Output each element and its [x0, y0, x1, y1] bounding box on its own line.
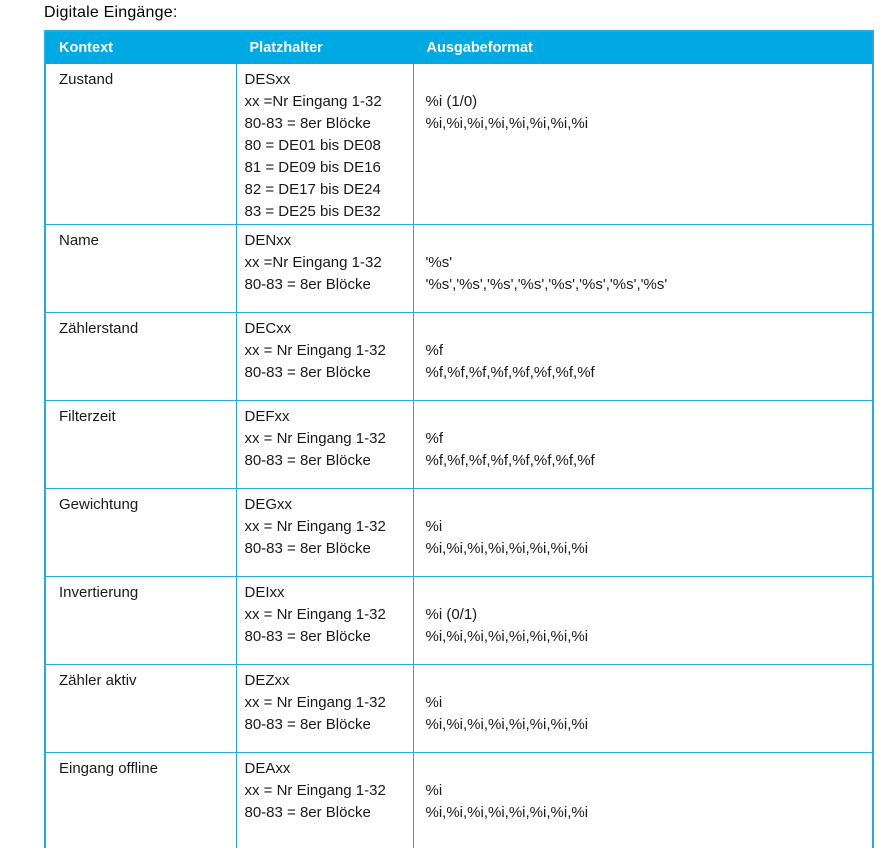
ausgabeformat-cell — [413, 225, 873, 313]
cell-line: xx = Nr Eingang 1-32 — [244, 430, 386, 447]
ausgabeformat-cell — [413, 489, 873, 577]
kontext-cell — [45, 577, 236, 665]
kontext-text: Zähler aktiv — [59, 672, 137, 689]
platzhalter-lines — [245, 230, 407, 296]
cell-line: '%s' — [425, 254, 453, 271]
cell-line — [426, 230, 867, 252]
cell-line: %i,%i,%i,%i,%i,%i,%i,%i — [425, 804, 589, 821]
cell-line: %f — [425, 342, 444, 359]
table-header — [45, 31, 873, 64]
cell-line: %i,%i,%i,%i,%i,%i,%i,%i — [425, 115, 589, 132]
table-row — [45, 665, 873, 753]
ausgabeformat-lines — [426, 230, 867, 296]
cell-line — [426, 318, 867, 340]
cell-line: 80-83 = 8er Blöcke — [244, 276, 371, 293]
kontext-cell — [45, 313, 236, 401]
platzhalter-lines — [245, 582, 407, 648]
cell-line: 80-83 = 8er Blöcke — [244, 115, 371, 132]
platzhalter-lines — [245, 318, 407, 384]
ausgabeformat-lines — [426, 582, 867, 648]
platzhalter-lines — [245, 758, 407, 824]
cell-line: %f — [425, 430, 444, 447]
table-row — [45, 225, 873, 313]
kontext-text: Zustand — [59, 71, 114, 88]
cell-line: %i,%i,%i,%i,%i,%i,%i,%i — [425, 628, 589, 645]
cell-line: 80-83 = 8er Blöcke — [244, 452, 371, 469]
table-row — [45, 753, 873, 848]
cell-line: %i (1/0) — [425, 93, 478, 110]
table-row — [45, 489, 873, 577]
platzhalter-lines — [245, 670, 407, 736]
kontext-text: Name — [59, 232, 100, 249]
cell-line — [426, 494, 867, 516]
cell-line: %i — [425, 518, 443, 535]
cell-line: xx = Nr Eingang 1-32 — [244, 518, 386, 535]
cell-line: xx = Nr Eingang 1-32 — [244, 782, 386, 799]
header-platzhalter: Platzhalter — [236, 31, 413, 64]
ausgabeformat-lines — [426, 670, 867, 736]
cell-line: DEGxx — [244, 496, 293, 513]
cell-line: 80-83 = 8er Blöcke — [244, 804, 371, 821]
cell-line: xx =Nr Eingang 1-32 — [244, 93, 382, 110]
platzhalter-cell — [236, 401, 413, 489]
cell-line: 80-83 = 8er Blöcke — [244, 540, 371, 557]
table-row — [45, 577, 873, 665]
cell-line: DEAxx — [244, 760, 291, 777]
kontext-text: Filterzeit — [59, 408, 116, 425]
cell-line: '%s','%s','%s','%s','%s','%s','%s','%s' — [425, 276, 668, 293]
cell-line: 81 = DE09 bis DE16 — [244, 159, 381, 176]
ausgabeformat-lines — [426, 406, 867, 472]
cell-line: xx = Nr Eingang 1-32 — [244, 606, 386, 623]
kontext-cell — [45, 489, 236, 577]
kontext-cell — [45, 753, 236, 848]
platzhalter-cell — [236, 225, 413, 313]
cell-line: %i,%i,%i,%i,%i,%i,%i,%i — [425, 540, 589, 557]
kontext-text: Zählerstand — [59, 320, 139, 337]
cell-line: %i (0/1) — [425, 606, 478, 623]
cell-line: DESxx — [244, 71, 291, 88]
cell-line: %i — [425, 782, 443, 799]
cell-line: 83 = DE25 bis DE32 — [244, 203, 381, 220]
platzhalter-cell — [236, 577, 413, 665]
header-row — [45, 31, 873, 64]
cell-line: xx = Nr Eingang 1-32 — [244, 694, 386, 711]
header-kontext: Kontext — [45, 31, 236, 64]
table-row — [45, 313, 873, 401]
platzhalter-cell — [236, 64, 413, 225]
cell-line — [426, 582, 867, 604]
platzhalter-cell — [236, 753, 413, 848]
cell-line: DECxx — [244, 320, 292, 337]
platzhalter-cell — [236, 489, 413, 577]
page-title: Digitale Eingänge: — [44, 4, 178, 21]
platzhalter-cell — [236, 313, 413, 401]
cell-line: DENxx — [244, 232, 292, 249]
cell-line: 80-83 = 8er Blöcke — [244, 364, 371, 381]
ausgabeformat-cell — [413, 753, 873, 848]
kontext-text: Invertierung — [59, 584, 139, 601]
ausgabeformat-lines — [426, 318, 867, 384]
platzhalter-lines — [245, 69, 407, 223]
table-row — [45, 401, 873, 489]
platzhalter-lines — [245, 406, 407, 472]
ausgabeformat-cell — [413, 64, 873, 225]
kontext-cell — [45, 665, 236, 753]
cell-line: DEFxx — [244, 408, 290, 425]
cell-line: DEZxx — [244, 672, 290, 689]
cell-line: %i — [425, 694, 443, 711]
cell-line: xx = Nr Eingang 1-32 — [244, 342, 386, 359]
ausgabeformat-lines — [426, 758, 867, 824]
cell-line — [426, 69, 867, 91]
kontext-text: Eingang offline — [59, 760, 158, 777]
cell-line: 80-83 = 8er Blöcke — [244, 628, 371, 645]
ausgabeformat-lines — [426, 69, 867, 135]
placeholder-table — [44, 30, 874, 848]
ausgabeformat-cell — [413, 401, 873, 489]
cell-line: %f,%f,%f,%f,%f,%f,%f,%f — [425, 452, 595, 469]
cell-line: DEIxx — [244, 584, 285, 601]
cell-line — [426, 758, 867, 780]
cell-line: 82 = DE17 bis DE24 — [244, 181, 381, 198]
kontext-cell — [45, 225, 236, 313]
ausgabeformat-cell — [413, 313, 873, 401]
cell-line: %i,%i,%i,%i,%i,%i,%i,%i — [425, 716, 589, 733]
platzhalter-cell — [236, 665, 413, 753]
cell-line: 80-83 = 8er Blöcke — [244, 716, 371, 733]
table-body — [45, 64, 873, 848]
kontext-cell — [45, 401, 236, 489]
cell-line: %f,%f,%f,%f,%f,%f,%f,%f — [425, 364, 595, 381]
platzhalter-lines — [245, 494, 407, 560]
kontext-text: Gewichtung — [59, 496, 139, 513]
cell-line: xx =Nr Eingang 1-32 — [244, 254, 382, 271]
ausgabeformat-lines — [426, 494, 867, 560]
header-ausgabeformat: Ausgabeformat — [413, 31, 873, 64]
cell-line — [426, 670, 867, 692]
cell-line — [426, 406, 867, 428]
ausgabeformat-cell — [413, 665, 873, 753]
ausgabeformat-cell — [413, 577, 873, 665]
cell-line: 80 = DE01 bis DE08 — [244, 137, 381, 154]
kontext-cell — [45, 64, 236, 225]
table-row — [45, 64, 873, 225]
